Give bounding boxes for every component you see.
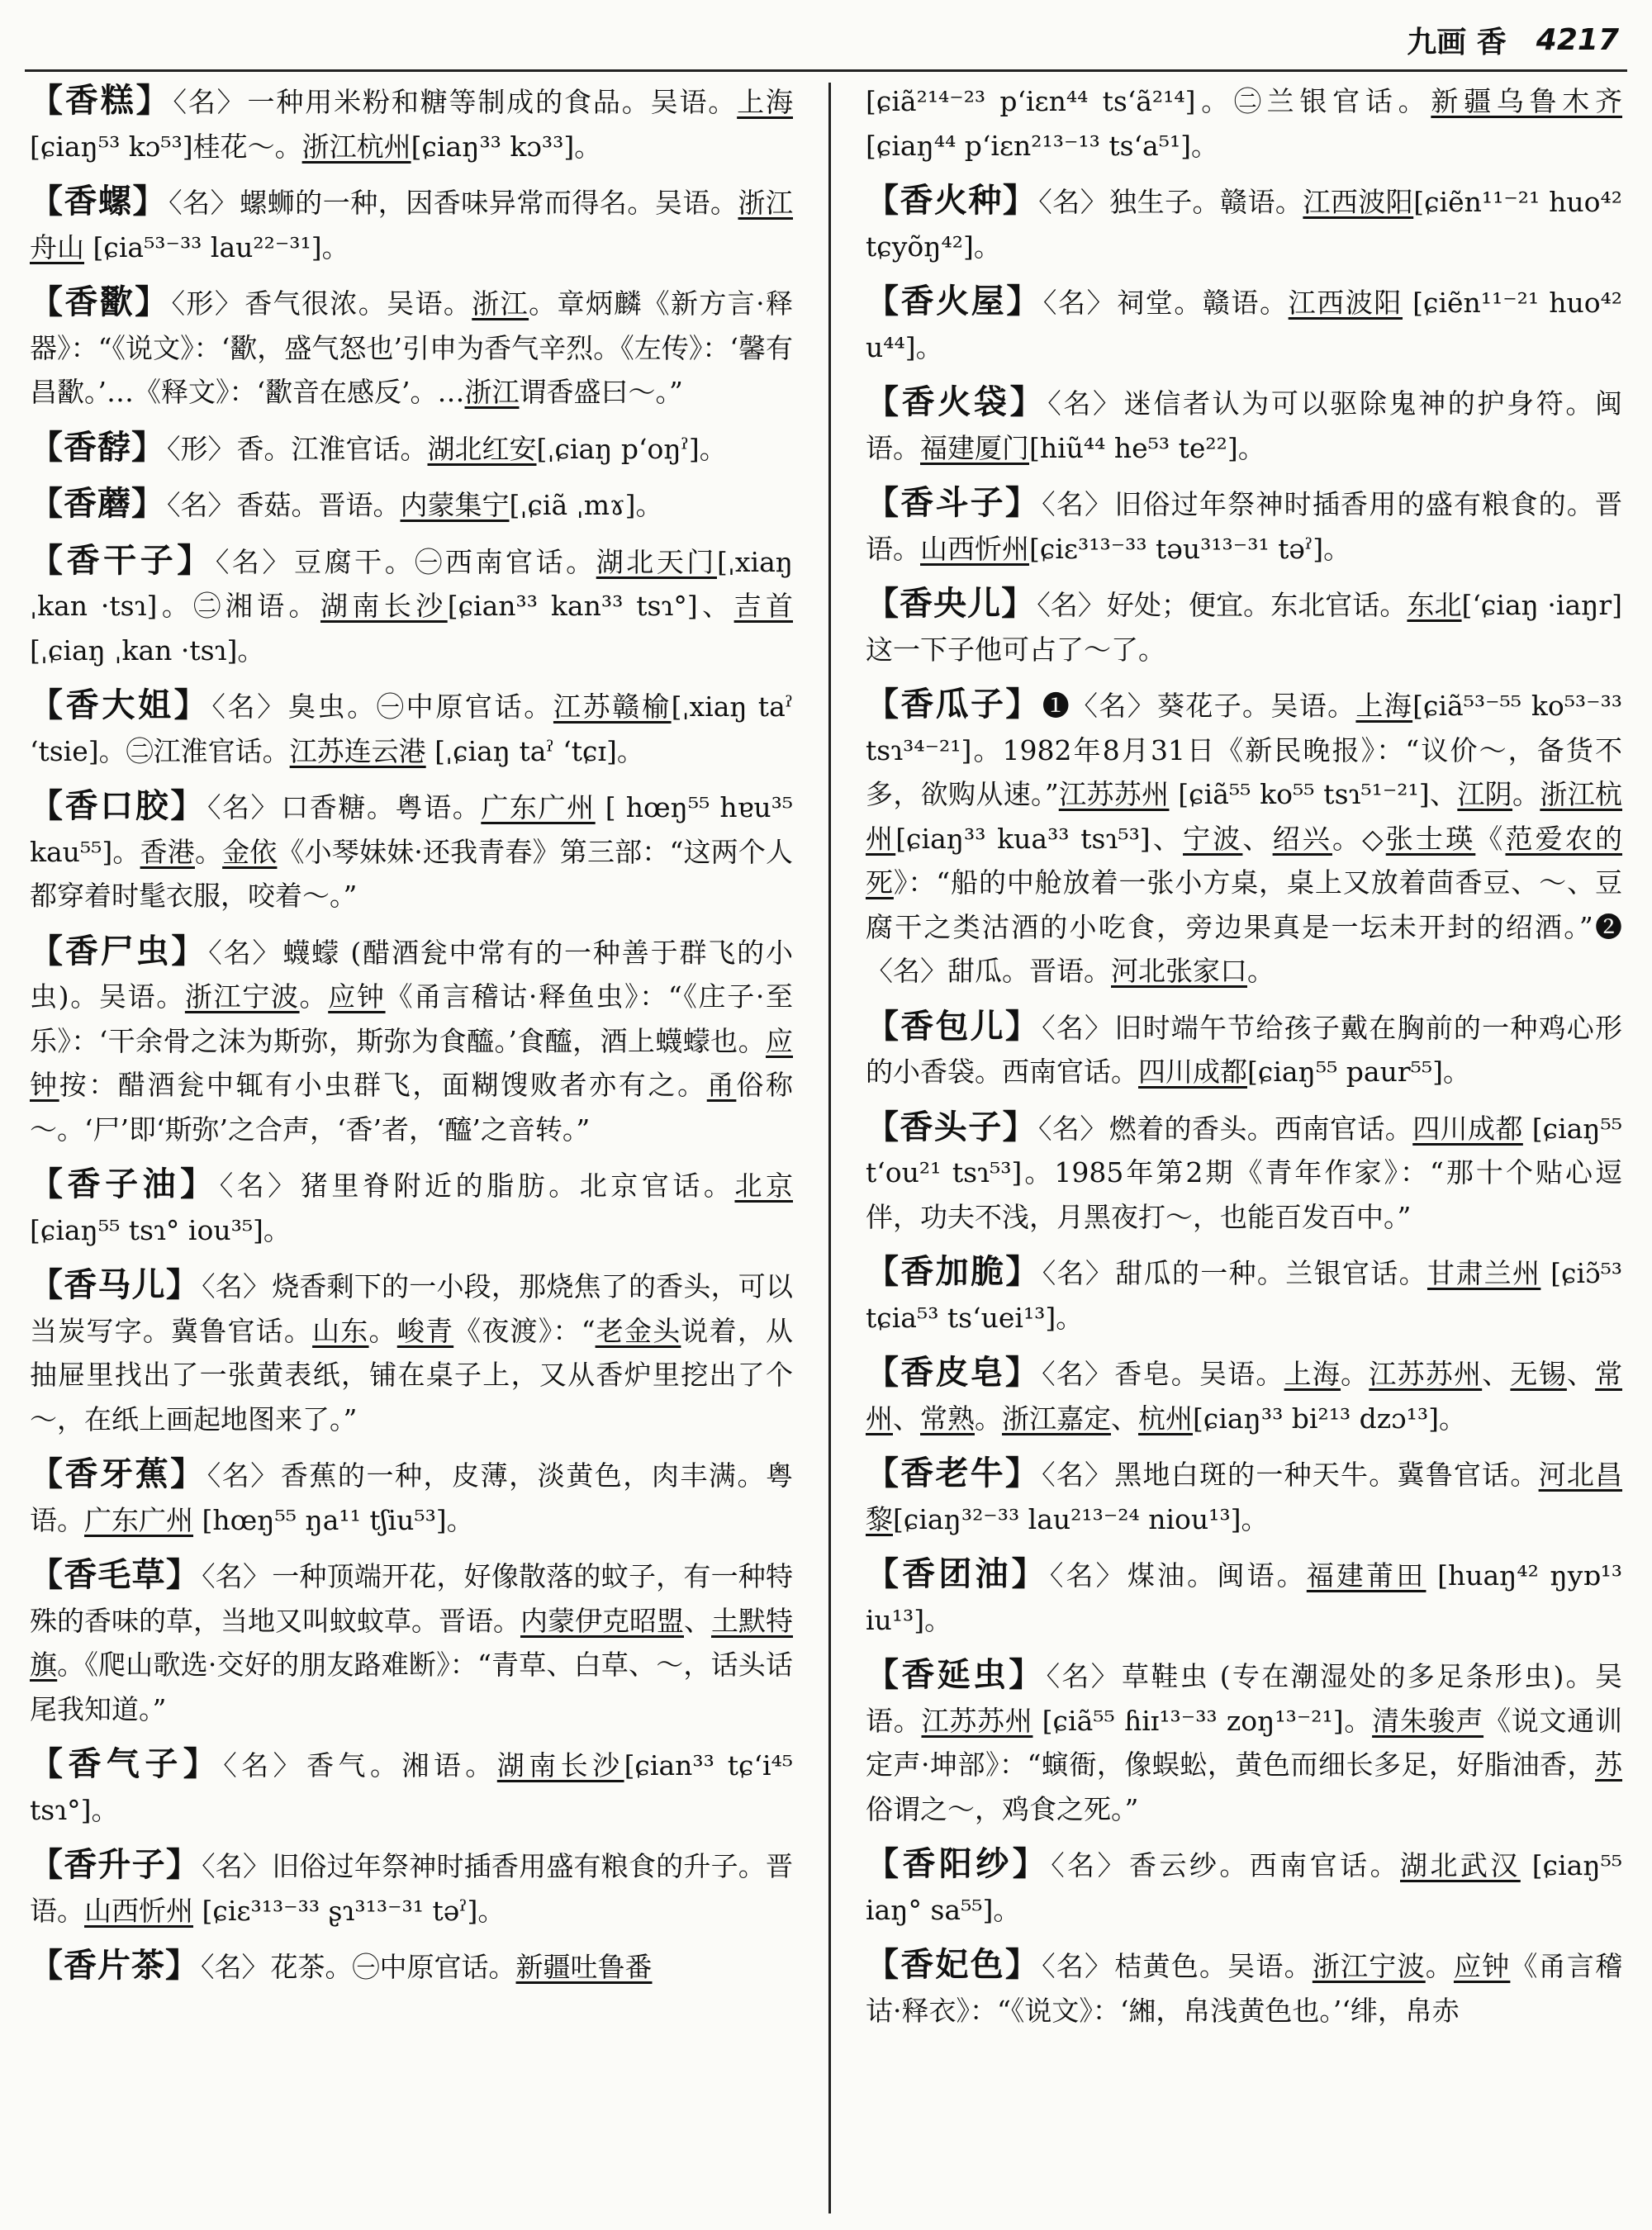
definition-text: 说着，从抽屉里找出了一张黄表纸，铺在桌子上，又从香炉里挖出了个～，在纸上画起地图来了。”	[30, 1314, 793, 1435]
definition-text: [ɕiã²¹⁴⁻²³ pʻiɛn⁴⁴ tsʻã²¹⁴]。㊁兰银官话。	[866, 85, 1431, 117]
entry-headword: 【香尸虫】	[30, 932, 207, 970]
underlined-name: 浙江	[464, 376, 520, 408]
entry-headword: 【香头子】	[866, 1108, 1037, 1146]
underlined-name: 江西波阳	[1303, 186, 1414, 218]
underlined-name: 江西波阳	[1288, 287, 1403, 319]
definition-text: [ɕiaŋ⁵⁵ iaŋ° sa⁵⁵]。	[866, 1849, 1622, 1926]
definition-text: 香气很浓。吴语。	[244, 287, 472, 320]
dictionary-entry	[30, 785, 793, 918]
definition-text: [ɕiã⁵⁵ ɦiɪ¹³⁻³³ zoŋ¹³⁻²¹]。	[1032, 1704, 1373, 1737]
definition-text: 香云纱。西南官话。	[1129, 1849, 1401, 1881]
underlined-name: 四川成都	[1412, 1112, 1523, 1145]
underlined-name: 内蒙集宁	[400, 489, 510, 521]
dictionary-entry	[866, 179, 1622, 268]
underlined-name: 广东广州	[481, 791, 596, 823]
definition-text: 葵花子。吴语。	[1157, 690, 1356, 722]
definition-text: 豆腐干。㊀西南官话。	[294, 545, 596, 578]
part-of-speech: 〈名〉	[202, 1560, 271, 1592]
part-of-speech: 〈名〉	[202, 1850, 271, 1882]
definition-text: 《	[1475, 822, 1506, 855]
definition-text: 俗称～。‘尸’即‘斯弥’之合声，‘香’者，‘醯’之音转。”	[30, 1069, 793, 1146]
underlined-name: 吉首	[733, 590, 793, 622]
dictionary-entry	[30, 426, 793, 472]
part-of-speech: 〈名〉	[1042, 1358, 1113, 1390]
definition-text: 《说文通训定声·坤部》：“螾衙，像蜈蚣，黄色而细长多足，好脂油香，	[866, 1704, 1622, 1781]
definition-text: 好处；便宜。东北官话。	[1106, 589, 1408, 621]
entry-headword: 【香蘑】	[30, 485, 165, 523]
underlined-name: 湖北天门	[596, 545, 717, 578]
underlined-name: 绍兴	[1272, 822, 1332, 855]
underlined-name: 甬	[706, 1069, 737, 1101]
definition-text: 、	[1482, 1358, 1511, 1390]
entry-headword: 【香口胶】	[30, 787, 206, 825]
right-column	[866, 79, 1622, 2222]
part-of-speech: 〈名〉	[1038, 1112, 1108, 1145]
entry-headword: 【香干子】	[30, 541, 214, 580]
definition-text: [ɕiẽn¹¹⁻²¹ huo⁴² tɕyõŋ⁴²]。	[866, 186, 1622, 263]
dictionary-entry	[866, 1005, 1622, 1094]
part-of-speech: 〈形〉	[171, 287, 244, 320]
entry-headword: 【香加脆】	[866, 1253, 1041, 1291]
dictionary-entry	[866, 1106, 1622, 1240]
entry-headword: 【香央儿】	[866, 585, 1036, 623]
underlined-name: 江苏苏州	[1058, 778, 1170, 810]
underlined-name: 土默特旗	[30, 1604, 793, 1681]
section-title: 九画 香	[1407, 24, 1507, 59]
part-of-speech: 〈名〉	[223, 1749, 306, 1782]
definition-text: 草鞋虫 (专在潮湿处的多足条形虫)。吴语。	[866, 1660, 1622, 1737]
underlined-name: 河北昌黎	[866, 1459, 1622, 1535]
underlined-name: 浙江宁波	[1312, 1950, 1426, 1982]
part-of-speech: 〈名〉	[215, 545, 293, 578]
part-of-speech: 〈名〉	[206, 1459, 279, 1492]
definition-text: [ɕiaŋ⁴⁴ pʻiɛn²¹³⁻¹³ tsʻa⁵¹]。	[866, 129, 1219, 162]
dictionary-entry	[30, 930, 793, 1152]
underlined-name: 上海	[1284, 1358, 1341, 1390]
definition-text: [ɕiaŋ³³ kua³³ tsɿ⁵³]、	[895, 822, 1184, 855]
dictionary-entry	[866, 1843, 1622, 1932]
entry-headword: 【香团油】	[866, 1555, 1048, 1593]
underlined-name: 湖南长沙	[496, 1749, 624, 1782]
underlined-name: 湖北武汉	[1400, 1849, 1521, 1881]
definition-text: [ɕiẽn¹¹⁻²¹ huo⁴² u⁴⁴]。	[866, 287, 1622, 363]
definition-text: [ˌɕiaŋ taˀ ʻtɕɪ]。	[425, 734, 644, 767]
underlined-name: 浙江	[472, 287, 529, 320]
entry-headword: 【香馞】	[30, 428, 165, 467]
definition-text: 燃着的香头。西南官话。	[1108, 1112, 1413, 1145]
underlined-name: 金依	[222, 835, 278, 868]
part-of-speech: 〈形〉	[167, 432, 235, 465]
definition-text: 》：“船的中舱放着一张小方桌，桌上又放着茴香豆、～、豆腐干之类沽酒的小吃食，旁边果真是一坛未开封的绍酒。”❷〈名〉甜瓜。晋语。	[866, 866, 1622, 987]
part-of-speech: 〈名〉	[219, 1170, 299, 1202]
definition-text: 蠛蠓 (醋酒瓮中常有的一种善于群飞的小虫)。吴语。	[30, 936, 793, 1013]
definition-text: 祠堂。赣语。	[1117, 287, 1289, 319]
definition-text: [ɕian³³ kan³³ tsɿ°]、	[447, 590, 734, 622]
definition-text: [ɕiã⁵³⁻⁵⁵ ko⁵³⁻³³ tsɿ³⁴⁻²¹]。1982年8月31日《新民晚报》：“议价～，备货不多，欲购从速。”	[866, 690, 1622, 810]
definition-text: 。	[299, 980, 329, 1013]
dictionary-entry	[866, 1654, 1622, 1831]
entry-headword: 【香延虫】	[866, 1656, 1045, 1694]
underlined-name: 范爱农的死	[866, 822, 1622, 899]
entry-headword: 【香片茶】	[30, 1947, 199, 1985]
definition-text: [ɕiã⁵⁵ ko⁵⁵ tsɿ⁵¹⁻²¹]、	[1169, 778, 1458, 810]
definition-text: 烧香剩下的一小段，那烧焦了的香头，可以当炭写字。冀鲁官话。	[30, 1270, 793, 1347]
definition-text: 。	[194, 835, 223, 868]
underlined-name: 广东广州	[84, 1503, 193, 1536]
dictionary-entry	[866, 482, 1622, 571]
part-of-speech: 〈名〉	[169, 187, 239, 219]
definition-text: 香皂。吴语。	[1114, 1358, 1284, 1390]
definition-text: [ɕiɛ³¹³⁻³³ ʂɿ³¹³⁻³¹ təˀ]。	[193, 1894, 506, 1927]
definition-text: 、	[1111, 1402, 1138, 1435]
definition-text: 甜瓜的一种。兰银官话。	[1115, 1257, 1427, 1289]
dictionary-entry	[30, 79, 793, 168]
underlined-name: 新疆吐鲁番	[515, 1951, 653, 1983]
definition-text: [ hœŋ⁵⁵ hɐu³⁵ kau⁵⁵]。	[30, 791, 793, 868]
underlined-name: 内蒙伊克昭盟	[520, 1604, 684, 1637]
entry-headword: 【香火屋】	[866, 282, 1042, 320]
definition-text: 。	[1247, 955, 1275, 987]
part-of-speech: 〈名〉	[201, 1951, 269, 1983]
definition-text: [ˌxiaŋ taˀ ʻtsie]。㊁江淮官话。	[30, 690, 793, 767]
part-of-speech: 〈名〉	[1042, 1950, 1113, 1982]
definition-text: 花茶。㊀中原官话。	[270, 1951, 516, 1983]
underlined-name: 湖北红安	[427, 432, 537, 465]
underlined-name: 常州	[866, 1358, 1622, 1435]
underlined-name: 应钟	[328, 980, 386, 1013]
underlined-name: 宁波	[1183, 822, 1243, 855]
underlined-name: 山西忻州	[84, 1894, 193, 1927]
underlined-name: 浙江舟山	[30, 187, 793, 263]
part-of-speech: 〈名〉	[167, 489, 235, 521]
part-of-speech: 〈名〉	[1038, 186, 1108, 218]
definition-text: 、	[1242, 822, 1273, 855]
page-number: 4217	[1536, 22, 1619, 57]
definition-text: 。	[1425, 1950, 1454, 1982]
header-rule	[25, 69, 1627, 72]
definition-text: [huaŋ⁴² ŋyɒ¹³ iu¹³]。	[866, 1559, 1622, 1636]
definition-text: 。《爬山歌选·交好的朋友路难断》：“青草、白草、～，话头话尾我知道。”	[30, 1649, 793, 1725]
underlined-name: 上海	[1355, 690, 1413, 722]
definition-text: 一种顶端开花，好像散落的蚊子，有一种特殊的香味的草，当地又叫蚊蚊草。晋语。	[30, 1560, 793, 1637]
underlined-name: 上海	[737, 86, 793, 118]
definition-text: [ɕiaŋ³³ kɔ³³]。	[411, 130, 602, 163]
definition-text: 臭虫。㊀中原官话。	[287, 690, 553, 723]
definition-text: 《甬言稽诂·释衣》：“《说文》：‘緗，帛浅黄色也。’‘绯，帛赤	[866, 1950, 1622, 2027]
entry-headword: 【香阳纱】	[866, 1845, 1050, 1883]
definition-text: 。◇	[1332, 822, 1386, 855]
underlined-name: 应钟	[1453, 1950, 1511, 1982]
definition-text: 一种用米粉和糖等制成的食品。吴语。	[247, 86, 738, 118]
underlined-name: 福建厦门	[920, 431, 1029, 464]
underlined-name: 峻青	[396, 1314, 454, 1347]
definition-text: [ʻɕiaŋ ·iaŋr]这一下子他可占了～了。	[866, 589, 1622, 666]
definition-text: [ɕiaŋ⁵⁵ tsɿ° iou³⁵]。	[30, 1213, 291, 1246]
underlined-name: 老金头	[595, 1314, 681, 1347]
part-of-speech: 〈名〉	[202, 1270, 271, 1302]
dictionary-entry	[30, 1843, 793, 1933]
underlined-name: 四川成都	[1138, 1056, 1247, 1088]
definition-text: [ɕiaŋ⁵⁵ paur⁵⁵]。	[1247, 1056, 1470, 1088]
entry-headword: 【香糕】	[30, 82, 172, 120]
definition-text: 口香糖。粤语。	[281, 791, 482, 823]
dictionary-entry	[30, 1743, 793, 1832]
part-of-speech: 〈名〉	[206, 791, 280, 823]
left-column	[30, 79, 793, 2222]
definition-text: 煤油。闽语。	[1127, 1559, 1307, 1592]
dictionary-entry	[30, 482, 793, 528]
definition-text: 独生子。赣语。	[1109, 186, 1303, 218]
underlined-name: 杭州	[1138, 1402, 1193, 1435]
entry-headword: 【香牙蕉】	[30, 1455, 206, 1493]
definition-text: [ˌɕiã ˌmɤ]。	[509, 489, 663, 521]
definition-text: 旧俗过年祭神时插香用的盛有粮食的。晋语。	[866, 488, 1622, 565]
definition-text: [hiũ⁴⁴ he⁵³ te²²]。	[1029, 431, 1265, 464]
definition-text: [ɕiaŋ³³ bi²¹³ dzɔ¹³]。	[1193, 1402, 1466, 1435]
part-of-speech: 〈名〉	[1042, 1459, 1113, 1491]
definition-text: 《甬言稽诂·释鱼虫》：“《庄子·至乐》：‘干余骨之沫为斯弥，斯弥为食醯。’食醯，酒上蠛蠓也。	[30, 980, 793, 1057]
dictionary-entry	[30, 684, 793, 773]
part-of-speech: 〈名〉	[1049, 1559, 1126, 1592]
underlined-name: 无锡	[1510, 1358, 1567, 1390]
underlined-name: 山西忻州	[920, 532, 1029, 565]
part-of-speech: 〈名〉	[1042, 488, 1113, 520]
column-divider	[828, 83, 831, 2213]
part-of-speech: 〈名〉	[208, 936, 282, 969]
dictionary-entry	[866, 683, 1622, 994]
underlined-name: 甘肃兰州	[1427, 1257, 1541, 1289]
dictionary-entry	[30, 1554, 793, 1731]
dictionary-entry	[866, 1452, 1622, 1541]
definition-text: 《夜渡》：“	[453, 1314, 596, 1347]
dictionary-entry	[866, 1351, 1622, 1440]
dictionary-entry	[30, 1163, 793, 1252]
entry-headword: 【香妃色】	[866, 1946, 1041, 1984]
entry-headword: 【香螺】	[30, 183, 168, 221]
definition-text: 迷信者认为可以驱除鬼神的护身符。闽语。	[866, 387, 1622, 464]
definition-text: 螺蛳的一种，因香味异常而得名。吴语。	[240, 187, 738, 219]
part-of-speech: 〈名〉	[1051, 1849, 1128, 1881]
definition-text: 谓香盛曰～。”	[519, 376, 683, 408]
underlined-name: 福建莆田	[1306, 1559, 1427, 1592]
definition-text: [ˌɕiaŋ ˌkan ·tsɿ]。	[30, 633, 265, 667]
entry-headword: 【香包儿】	[866, 1007, 1041, 1046]
underlined-name: 应钟	[30, 1024, 793, 1101]
part-of-speech: 〈名〉	[1042, 287, 1116, 319]
dictionary-entry	[30, 1944, 793, 1990]
dictionary-entry	[30, 539, 793, 673]
dictionary-entry	[866, 582, 1622, 671]
definition-text: 。	[975, 1402, 1002, 1435]
underlined-name: 清朱骏声	[1372, 1704, 1484, 1737]
definition-text: [ɕiɛ³¹³⁻³³ təu³¹³⁻³¹ təˀ]。	[1029, 532, 1351, 565]
entry-headword: 【香子油】	[30, 1165, 218, 1203]
dictionary-entry	[30, 180, 793, 269]
part-of-speech: 〈名〉	[1047, 387, 1123, 420]
part-of-speech: 〈名〉	[211, 690, 287, 723]
definition-text: 。	[368, 1314, 397, 1347]
underlined-name: 常熟	[920, 1402, 975, 1435]
dictionary-entry	[30, 1453, 793, 1542]
underlined-name: 江苏赣榆	[553, 690, 672, 723]
entry-headword: 【香升子】	[30, 1846, 201, 1884]
underlined-name: 河北张家口	[1111, 955, 1247, 987]
entry-headword: 【香火袋】	[866, 383, 1047, 421]
underlined-name: 浙江嘉定	[1002, 1402, 1111, 1435]
underlined-name: 江阴	[1457, 778, 1513, 810]
definition-text: [ɕia⁵³⁻³³ lau²²⁻³¹]。	[84, 230, 349, 263]
entry-headword: 【香斗子】	[866, 484, 1041, 522]
definition-text: 黑地白斑的一种天牛。冀鲁官话。	[1114, 1459, 1539, 1491]
definition-text: 。	[1512, 778, 1540, 810]
dictionary-entry	[866, 79, 1622, 168]
definition-text: [ɕiɔ̃⁵³ tɕia⁵³ tsʻuei¹³]。	[866, 1257, 1622, 1334]
part-of-speech: 〈名〉	[1037, 589, 1105, 621]
dictionary-entry	[866, 1553, 1622, 1642]
definition-text: [hœŋ⁵⁵ ŋa¹¹ tʃiu⁵³]。	[193, 1503, 474, 1536]
definition-text: 。章炳麟《新方言·释器》：“《说文》：‘歠，盛气怒也’引申为香气辛烈。《左传》：‘馨有昌歠。’…《释文》：‘歠音在感反’。…	[30, 287, 793, 408]
underlined-name: 江苏苏州	[921, 1704, 1033, 1737]
underlined-name: 东北	[1407, 589, 1462, 621]
underlined-name: 苏	[1595, 1748, 1622, 1781]
entry-headword: 【香大姐】	[30, 686, 211, 724]
definition-text: 《小琴妹妹·还我青春》第三部：“这两个人都穿着时髦衣服，咬着～。”	[30, 835, 793, 912]
definition-text: [ɕiaŋ³²⁻³³ lau²¹³⁻²⁴ niou¹³]。	[893, 1502, 1269, 1535]
part-of-speech: 〈名〉	[1042, 1257, 1114, 1289]
part-of-speech: 〈名〉	[1042, 1011, 1113, 1044]
definition-text: [ˌɕiaŋ pʻoŋˀ]。	[536, 432, 727, 465]
dictionary-entry	[866, 381, 1622, 470]
underlined-name: 香港	[140, 835, 195, 868]
definition-text: 、	[684, 1604, 711, 1637]
entry-headword: 【香皮皂】	[866, 1354, 1041, 1392]
definition-text: 旧时端午节给孩子戴在胸前的一种鸡心形的小香袋。西南官话。	[866, 1011, 1622, 1088]
page-header	[33, 18, 1619, 61]
definition-text: 香气。湘语。	[306, 1749, 497, 1782]
underlined-name: 江苏连云港	[289, 734, 426, 767]
underlined-name: 新疆乌鲁木齐	[1431, 85, 1622, 117]
definition-text: 、	[1566, 1358, 1596, 1390]
entry-headword: 【香歠】	[30, 283, 170, 321]
entry-headword: 【香气子】	[30, 1745, 222, 1783]
entry-headword: 【香瓜子】	[866, 686, 1041, 724]
definition-text: 桔黄色。吴语。	[1114, 1950, 1313, 1982]
part-of-speech: 〈名〉	[173, 86, 246, 118]
dictionary-entry	[30, 281, 793, 415]
dictionary-entry	[866, 1250, 1622, 1340]
dictionary-entry	[866, 1943, 1622, 2033]
definition-text: 旧俗过年祭神时插香用盛有粮食的升子。晋语。	[30, 1850, 793, 1927]
definition-text: 、	[893, 1402, 920, 1435]
definition-text: 香蕉的一种，皮薄，淡黄色，肉丰满。粤语。	[30, 1459, 793, 1536]
part-of-speech: 〈名〉	[1046, 1660, 1121, 1692]
definition-text: [ɕian³³ tɕʻi⁴⁵ tsɿ°]。	[30, 1749, 793, 1826]
underlined-name: 浙江杭州	[301, 130, 411, 163]
underlined-name: 湖南长沙	[320, 590, 448, 622]
underlined-name: 山东	[312, 1314, 369, 1347]
definition-text: 。	[1341, 1358, 1370, 1390]
entry-headword: 【香老牛】	[866, 1454, 1041, 1492]
definition-text: [ɕiaŋ⁵³ kɔ⁵³]桂花～。	[30, 130, 302, 163]
entry-headword: 【香火种】	[866, 182, 1037, 220]
underlined-name: 北京	[734, 1170, 793, 1202]
underlined-name: 浙江宁波	[184, 980, 300, 1013]
definition-text: 猪里脊附近的脂肪。北京官话。	[300, 1170, 735, 1202]
definition-text: [ˌxiaŋ ˌkan ·tsɿ]。㊁湘语。	[30, 545, 793, 622]
definition-text: 香。江淮官话。	[236, 432, 428, 465]
part-of-speech: ❶〈名〉	[1042, 690, 1156, 722]
dictionary-entry	[30, 1264, 793, 1441]
definition-text: 按：醋酒瓮中辄有小虫群飞，面糊馊败者亦有之。	[59, 1069, 707, 1101]
definition-text: 俗谓之～，鸡食之死。”	[866, 1792, 1139, 1825]
entry-headword: 【香毛草】	[30, 1556, 201, 1594]
entry-headword: 【香马儿】	[30, 1266, 201, 1304]
definition-text: 香菇。晋语。	[236, 489, 401, 521]
underlined-name: 张士瑛	[1385, 822, 1476, 855]
definition-text: [ɕiaŋ⁵⁵ tʻou²¹ tsɿ⁵³]。1985年第2期《青年作家》：“那十个贴心逗伴，功夫不浅，月黑夜打～，也能百发百中。”	[866, 1112, 1622, 1233]
underlined-name: 浙江杭州	[866, 778, 1622, 855]
dictionary-entry	[866, 280, 1622, 369]
underlined-name: 江苏苏州	[1369, 1358, 1483, 1390]
